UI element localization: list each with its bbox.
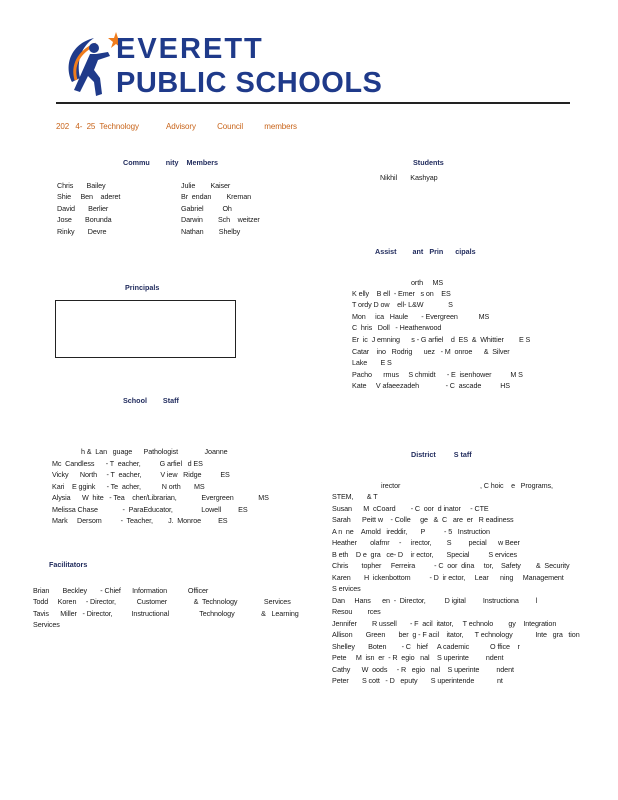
school-staff-heading: School Staff [123,396,179,405]
list-item: Julie Kaiser [181,181,231,190]
list-item: irector , C hoic e Programs, [381,481,553,490]
principals-box [55,300,236,358]
list-item: Gabriel Oh [181,204,232,213]
list-item: Shie Ben aderet [57,192,121,201]
list-item: Jose Borunda [57,215,112,224]
district-staff-heading: District S taff [411,450,472,459]
list-item: Nathan Shelby [181,227,241,236]
list-item: Lake E S [352,358,392,367]
runner-star-icon [60,30,124,98]
list-item: C hris Doll - Heatherwood [352,323,442,332]
list-item: Darwin Sch weitzer [181,215,260,224]
principals-heading: Principals [125,283,160,292]
list-item: Dan Hans en - Director, D igital Instructiona l [332,596,538,605]
logo-word-everett: EVERETT [116,33,264,65]
list-item: David Berlier [57,204,109,213]
page-title: 202 4- 25 Technology Advisory Council members [56,122,297,131]
list-item: Er ic J emning s - G arfiel d ES & Whittier E S [352,335,531,344]
students-heading: Students [413,158,444,167]
list-item: Cathy W oods - R egio nal S uperinte ndent [332,665,514,674]
list-item: orth MS [411,278,444,287]
list-item: Chris topher Ferreira - C oor dina tor, Safety & Security [332,561,570,570]
list-item: Vicky North - T eacher, V iew Ridge ES [52,470,230,479]
header-rule [56,102,570,104]
list-item: B eth D e gra ce- D ir ector, Special S ervices [332,550,518,559]
list-item: Shelley Boten - C hief A cademic O ffice r [332,642,520,651]
list-item: Kari E ggink - Te acher, N orth MS [52,482,205,491]
list-item: STEM, & T [332,492,378,501]
list-item: Rinky Devre [57,227,107,236]
list-item: Melissa Chase - ParaEducator, Lowell ES [52,505,248,514]
list-item: A n ne Amold ireddir, P - 5 Instruction [332,527,490,536]
list-item: Jennifer R ussell - F acil itator, T echnolo gy Integration [332,619,557,628]
list-item: Mc Candless - T eacher, G arfiel d ES [52,459,203,468]
list-item: Brian Beckley - Chief Information Officer [33,586,209,595]
list-item: Services [33,620,60,629]
list-item: Pete M isn er - R egio nal S uperinte ndent [332,653,504,662]
list-item: Karen H ickenbottom - D ir ector, Lear ning Management [332,573,564,582]
list-item: Tavis Miller - Director, Instructional Technology & Learning [33,609,299,618]
list-item: Resou rces [332,607,381,616]
logo-word-public-schools: PUBLIC SCHOOLS [116,67,383,99]
list-item: S ervices [332,584,361,593]
list-item: Peter S cott - D eputy S uperintende nt [332,676,503,685]
list-item: h & Lan guage Pathologist Joanne [81,447,228,456]
list-item: Mark Dersom - Teacher, J. Monroe ES [52,516,228,525]
list-item: Allison Green ber g - F acil itator, T echnology Inte gra tion [332,630,580,639]
list-item: Mon ica Haule - Evergreen MS [352,312,490,321]
facilitators-heading: Facilitators [49,560,88,569]
list-item: Heather olafmr - irector, S pecial w Beer [332,538,520,547]
list-item: Alysia W hite - Tea cher/Librarian, Evergreen MS [52,493,269,502]
list-item: Catar ino Rodrig uez - M onroe & Silver [352,347,510,356]
list-item: Chris Bailey [57,181,106,190]
community-members-heading: Commu nity Members [123,158,219,167]
list-item: T ordy D ow ell- L&W S [352,300,453,309]
list-item: Nikhil Kashyap [380,173,438,182]
list-item: Susan M cCoard - C oor d inator - CTE [332,504,489,513]
list-item: Sarah Peitt w - Colle ge & C are er R eadiness [332,515,514,524]
list-item: Todd Koren - Director, Customer & Technology Services [33,597,291,606]
list-item: Kate V afaeezadeh - C ascade HS [352,381,510,390]
list-item: Br endan Kreman [181,192,252,201]
assistant-principals-heading: Assist ant Prin cipals [375,247,476,256]
list-item: Pacho rmus S chmidt - E isenhower M S [352,370,523,379]
list-item: K elly B ell - Emer s on ES [352,289,451,298]
